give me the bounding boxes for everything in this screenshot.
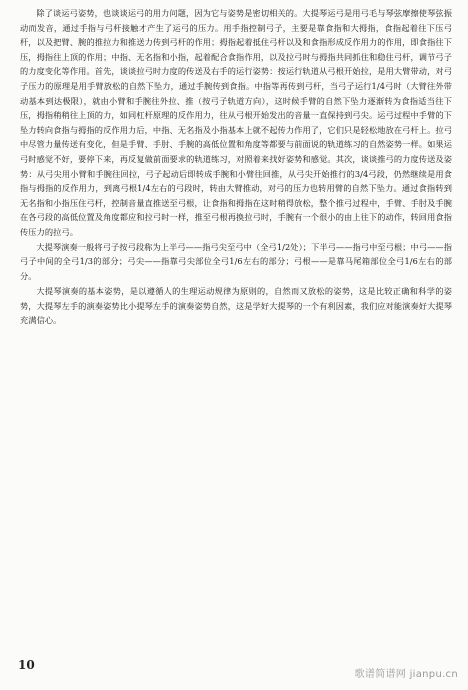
site-watermark: 歌谱简谱网 jianpu.cn [354, 669, 458, 680]
paragraph-basic-posture: 大提琴演奏的基本姿势，是以遵循人的生理运动规律为原则的，自然而又放松的姿势，这是比较正确和科学的姿势，大提琴左手的演奏姿势比小提琴左手的演奏姿势自然，这是学好大提琴的一个有利因素，我们应对能演奏好大提琴充满信心。 [20, 286, 452, 326]
page-number: 10 [18, 658, 35, 672]
paragraph-bowing-force: 除了谈运弓姿势，也谈谈运弓的用力问题，因为它与姿势是密切相关的。大提琴运弓是用弓毛与琴弦摩擦使琴弦振动而发音，通过手指与弓杆接触才产生了运弓的压力。用手指控制弓子，主要是靠食指和大拇指，食指起着往下压弓杆，以及把臂、腕的推拉力和推送力传到弓杆的作用；拇指起着抵住弓杆以及和食指形成反作用力的作用，即食指往下压，拇指往上顶的作用；中指、无名指和小指，起着配合食指作用，以及拉弓时与拇指共同抓住和稳住弓杆，调节弓子的力度变化等作用。首先，谈谈拉弓时力度的传送及右手的运行姿势：按运行轨道从弓根开始拉，是用大臂带动，对弓子压力的原理是用手臂放松的自然下坠力，通过手腕传到食指。中指等再传到弓杆，当弓子运行1/4弓时（大臂往外带动基本到达极限），就由小臂和手腕往外拉、推（按弓子轨道方向），这时候手臂的自然下坠力逐渐转为食指适当往下压，拇指稍稍往上顶的力，如同杠杆原理的反作用力，往从弓根开始发出的音量一直保持到弓尖。运弓过程中手臂的下坠力转向食指与拇指的反作用力后，中指、无名指及小指基本上就不起传力作用了，它们只是轻松地放在弓杆上。拉弓中尽管力量传送有变化，但是手臂、手肘、手腕的高低位置和角度等都要与前面说的轨道练习的自然姿势一样。如果运弓时感觉不好，要停下来，再反复做前面要求的轨道练习，对照着来找好姿势和感觉。其次，谈谈推弓的力度传送及姿势：从弓尖用小臂和手腕往回拉，弓子起动后即转成手腕和小臂往回推，从弓尖开始推行的3/4弓段，仍然继续是用食指与拇指的反作用力，到离弓根1/4左右的弓段时，转由大臂推动，对弓的压力也转用臂的自然下坠力。通过食指转到无名指和小指压住弓杆，控制音量直推送至弓根，让食指和拇指在这时稍得放松，整个推弓过程中，手臂、手肘及手腕在各弓段的高低位置及角度都应和拉弓时一样，推至弓根再换拉弓时，手腕有一个很小的由上往下的动作，转回用食指传压力的拉弓。 [20, 8, 452, 237]
body-text [20, 6, 452, 328]
paragraph-bow-sections: 大提琴演奏一般将弓子按弓段称为上半弓——指弓尖至弓中（全弓1/2处）；下半弓——指弓中至弓根；中弓——指弓子中间的全弓1/3的部分；弓尖——指靠弓尖部位全弓1/6左右的部分；弓根——是靠马尾箱部位全弓1/6左右的部分。 [20, 241, 452, 281]
